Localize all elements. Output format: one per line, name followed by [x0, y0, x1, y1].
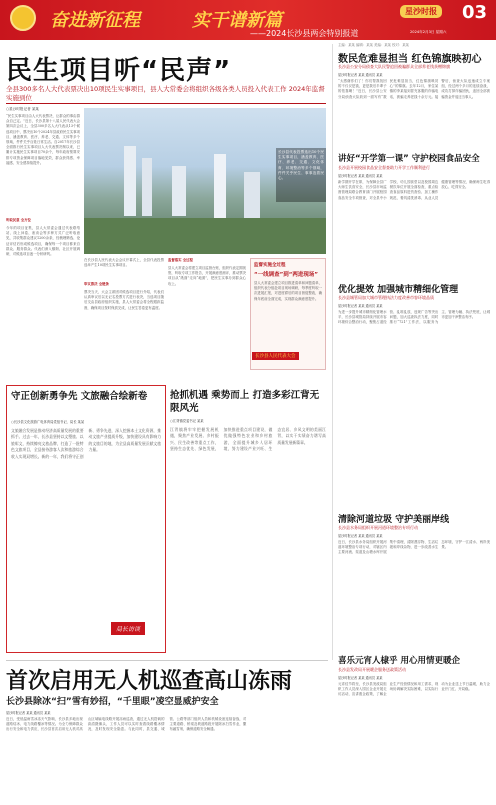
a2-title: 讲好“开学第一课” 守护校园食品安全 — [338, 154, 480, 164]
bottom-divider — [6, 660, 328, 661]
masthead-slogan-b: 实干谱新篇 — [192, 10, 282, 31]
a5-body: 元宵佳节将至，长沙县发改局组织工作人员深入园区企业开展走访活动，宣讲惠企政策，了解企业生产经营情况和用工需求，现场协调解决实际困难，以实际行动为企业送上节日温暖，助力企业开门红、开局稳。 — [338, 682, 490, 697]
right-col-rule — [332, 44, 333, 660]
lead-body-b-head: 听取民意 全方位 — [6, 218, 31, 222]
a1-sub: 长沙县公安分局侦查大队民警追回被骗群众全部养老钱获赠锦旗 — [338, 64, 450, 69]
jiangbei-article — [170, 385, 328, 653]
jiangbei-byline: ○江背镇党委书记 某某 — [170, 419, 204, 423]
bottom-deck: 长沙县除冰“扫”雪有妙招，“千里眼”凌空显威护安全 — [6, 697, 219, 707]
lead-divider — [6, 103, 326, 104]
interview-stamp: 局长访谈 — [111, 622, 145, 635]
issue-date: 2024年2月3日 星期六 — [410, 30, 447, 34]
lead-body-d: 县人大常委会将建立项目监督台账，组织代表定期视察，听取专项工作报告，开展满意度测评，推动票决项目从“纸面”走向“地面”，把民生实事办到群众心坎上。 — [168, 266, 246, 286]
interview-byline: ○长沙县文化旅游广电体育局党组书记、局长 某某 — [11, 420, 85, 424]
lead-subhead-c: 监督落实 全过程 — [168, 258, 193, 262]
jiangbei-body: 江背镇将牢牢把握发展机遇，聚焦产业发展、乡村振兴、民生改善等重点工作，坚持生态优先、绿色发展，加快推进重点项目建设，做优做强特色农业和乡村旅游，全面提升城乡人居环境，努力建设产业兴旺、生态宜居、乡风文明的美丽江背，以实干实绩奋力谱写高质量发展新篇章。 — [170, 427, 326, 452]
a3-title: 优化提效 加强城市精细化管理 — [338, 285, 459, 295]
lead-photo-caption: 长沙县代表投票选出10个民生实事项目，涵盖教育、医疗、养老、交通、文化体育、环境整治等多个领域，件件关乎民生、事事连着民心。 — [276, 148, 326, 202]
lead-deck: 全县300多名人大代表票决出10项民生实事项目，县人大常委会将组织各级各类人员投入代表工作 2024年监督实施到位 — [6, 85, 325, 102]
a5-sub: 长沙县发改局开展暖企服务送政策活动 — [338, 667, 406, 672]
a4-byline: 星沙时报记者 某某 通讯员 某某 — [338, 534, 383, 538]
lead-byline: ○星沙时报记者 某某 — [6, 107, 40, 111]
a4-body: 近日，长沙县水务局组织开展河道环境整治专项行动，对辖区内主要河流、渠道及山塘水库开展集中清理，清除漂浮物、生活垃圾和岸线杂物，进一步改善水生态环境，守护一江清水、两岸美景。 — [338, 540, 490, 555]
a3-body: 为进一步提升城市精细化管理水平，长沙县城管局持续开展市容环境综合整治行动，聚焦占道经营、乱堆乱放、违规广告等突出问题，加大巡查执法力度，同时推行“721”工作法，以服务为主、管理为辅、执法兜底，让城市更加干净整洁有序。 — [338, 310, 490, 325]
a2-sub: 长沙县开展校园食品安全督查助力开学工作顺利进行 — [338, 165, 430, 170]
interview-body: 文旅融合发展是推动经济高质量发展的重要抓手。过去一年，长沙县坚持以文塑旅、以旅彰文，持续擦亮文旅品牌，打造了一批特色文旅项目，全县接待游客人次和旅游综合收入实现双增长。新的一年，我们将守正创新、勇争先进，深入挖掘本土文化资源，推动文旅产业提质升级，加快建设具有影响力的文旅目的地，为全县高质量发展贡献文旅力量。 — [11, 428, 161, 459]
people-congress-stamp: 长沙县人民代表大会 — [252, 352, 299, 360]
a1-title: 数民危难显担当 红色锦旗映初心 — [338, 54, 482, 65]
side-box-title: “一线调查”到“两进现场” — [254, 272, 318, 278]
jiangbei-title: 抢抓机遇 乘势而上 打造多彩江背无限风光 — [170, 390, 320, 414]
lead-body-a: “民生实事项目由人大代表票决，让群众的事由群众自己定。”近日，长沙县第十八届人民代表大会第四次会议上，全县300多名人大代表从13个候选项目中，票决出10个2024年县政府民生实事项目，涵盖教育、医疗、养老、交通、文体等多个领域，件件关乎百姓日常生活。自2017年长沙县全面推行民生实事项目人大代表票决制以来，已累计实施民生实事项目70余个，每年政府预算安排专项资金保障项目落地见效，群众获得感、幸福感、安全感持续提升。 — [6, 114, 80, 165]
a5-title: 喜乐元宵人棣乎 用心用情更暖企 — [338, 656, 460, 666]
paper-name: 星沙时报 — [400, 5, 442, 18]
a3-sub: 长沙县城管局加大城市管理执法力度改善市容环境品质 — [338, 295, 434, 300]
side-box-head: 监督实施全过程 — [254, 263, 286, 268]
photo-caption: 在长沙县人民代表大会会议开幕式上，全县代表投票选举产生10项民生实事项目。 — [84, 258, 164, 268]
lead-subhead-b: 审议票决 全链条 — [84, 282, 109, 286]
bottom-byline: 星沙时报记者 某某 通讯员 某某 — [6, 711, 51, 715]
a2-body: 新学期开学在即，为保障全县广大师生饮食安全，长沙县市场监督管理局联合教育部门开展校园食品安全专项督查，对全县中小学校、幼儿园食堂以及校园周边餐饮单位开展全面检查，重点检查食品原料进货查验、加工操作规范、餐具清洗消毒、从业人员健康管理等情况，确保师生吃得放心、吃得安全。 — [338, 180, 490, 200]
right-col-editors: 主编：某某 编辑：某某 美编：某某 校对：某某 — [338, 43, 410, 47]
page-number: 03 — [462, 2, 488, 23]
a2-byline: 星沙时报记者 某某 通讯员 某某 — [338, 174, 383, 178]
lead-body-b: 今年的项目征集，县人大常委会通过代表联络站、线上问卷、座谈会等多种方式广泛听取意见，共收集群众建议1200余条，经梳理筛选、论证评估后形成候选项目，确保每一个项目都来自群众、服务群众。代表们深入镇街、社区开展调研，对候选项目逐一分析研判。 — [6, 226, 80, 257]
a1-byline: 星沙时报记者 某某 通讯员 某某 — [338, 73, 383, 77]
a4-sub: 长沙县水务局组织开展河道环境整治专项行动 — [338, 525, 418, 530]
party-emblem-icon — [10, 5, 36, 31]
a1-body: “太感谢你们了！你们帮我找回的不仅仅是钱，更是我后半辈子的依靠啊！”近日，长沙县公安分局侦查大队收到一面写有“数民危难显担当，红色锦旗映初心”的锦旗。去年12月，家住某镇的李某接到冒充客服的诈骗电话，被骗走养老钱十余万元。接警后，侦查大队迅速成立专案组，经过两个多月的连续奋战，成功打掉诈骗团伙，追回全部被骗资金并返还当事人。 — [338, 79, 490, 99]
a3-byline: 星沙时报记者 某某 通讯员 某某 — [338, 304, 383, 308]
lead-headline: 民生项目听“民声” — [6, 56, 232, 86]
lead-body-c: 票决当天，大会主席团对候选项目进行介绍，代表们认真审议后以无记名投票方式进行表决，当选项目随后交由县政府组织实施，县人大常委会将全程跟踪监督，确保项目按时保质完成，让民生答卷更有温度。 — [84, 290, 164, 310]
masthead — [0, 0, 496, 40]
side-box-body: 县人大常委会建立项目推进清单和问题清单，组织代表分组赴项目现场调研，每季度听取一次进展汇报，对进度滞后的项目督促整改，确保年底前全面完成，实现群众满意度提升。 — [254, 281, 322, 301]
interview-box — [6, 385, 166, 653]
a5-byline: 星沙时报记者 某某 通讯员 某某 — [338, 676, 383, 680]
interview-title: 守正创新勇争先 文旅融合绘新卷 — [11, 391, 148, 402]
bottom-headline: 首次启用无人机巡查高山冻雨 — [6, 669, 293, 694]
bottom-body: 近日，受低温雨雪冰冻天气影响，长沙县多地出现道路结冰、电力线路覆冰等情况。为全力保障群众出行安全和电力供应，长沙县首次启用无人机对高山区域输电线路开展冻雨巡查，通过无人机搭载的高清摄像头，工作人员可以实时查看线路覆冰情况，及时发现安全隐患。与此同时，县交通、城管、公路等部门组织人员和机械设备连续奋战，对主要道路、桥梁及坡道路段开展除冰扫雪作业，撒布融雪剂，确保道路安全畅通。 — [6, 717, 247, 732]
a4-title: 清除河道垃圾 守护美丽岸线 — [338, 515, 450, 525]
masthead-subtitle: ——2024长沙县两会特别报道 — [250, 29, 359, 38]
masthead-slogan-a: 奋进新征程 — [50, 10, 140, 31]
